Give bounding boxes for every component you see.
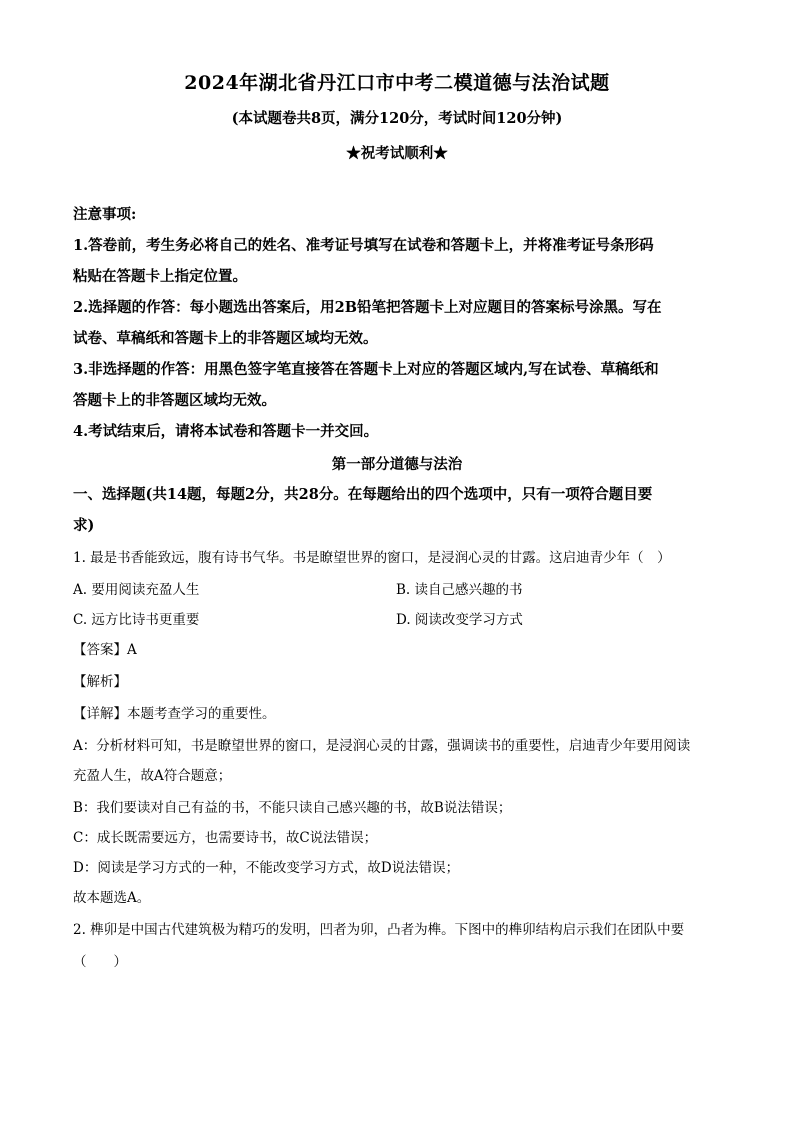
notice-line: 1.答卷前，考生务必将自己的姓名、准考证号填写在试卷和答题卡上，并将准考证号条形码 [73,237,654,254]
detail-line: 【详解】本题考查学习的重要性。 [73,706,276,722]
explain-line: 充盈人生，故A符合题意； [73,768,232,784]
explain-line: A：分析材料可知，书是瞭望世界的窗口，是浸润心灵的甘露，强调读书的重要性，启迪青少年要用阅读 [73,738,691,754]
notice-heading: 注意事项: [73,206,137,223]
option-d: D. 阅读改变学习方式 [396,612,523,628]
exam-subtitle: (本试题卷共8页，满分120分，考试时间120分钟) [231,110,563,127]
option-b: B. 读自己感兴趣的书 [396,582,523,598]
analysis-label: 【解析】 [73,674,127,690]
question-2-stem: 2. 榫卯是中国古代建筑极为精巧的发明，凹者为卯，凸者为榫。下图中的榫卯结构启示我们在团队中要 [73,922,685,938]
answer-label: 【答案】A [73,642,137,658]
section-heading-cont: 求) [73,517,95,534]
option-c: C. 远方比诗书更重要 [73,612,200,628]
good-luck-line: ★祝考试顺利★ [346,145,448,162]
option-a: A. 要用阅读充盈人生 [73,582,200,598]
explain-line: D：阅读是学习方式的一种，不能改变学习方式，故D说法错误； [73,860,460,876]
question-1-stem: 1. 最是书香能致远，腹有诗书气华。书是瞭望世界的窗口，是浸润心灵的甘露。这启迪青少年（ ） [73,550,671,566]
part-title: 第一部分道德与法治 [331,456,463,473]
explain-line: 故本题选A。 [73,890,151,906]
notice-line: 2.选择题的作答：每小题选出答案后，用2B铅笔把答题卡上对应题目的答案标号涂黑。写在 [73,299,662,316]
notice-line: 3.非选择题的作答：用黑色签字笔直接答在答题卡上对应的答题区域内,写在试卷、草稿纸和 [73,361,659,378]
explain-line: B：我们要读对自己有益的书，不能只读自己感兴趣的书，故B说法错误； [73,800,512,816]
notice-line: 粘贴在答题卡上指定位置。 [73,268,247,285]
notice-line: 试卷、草稿纸和答题卡上的非答题区域均无效。 [73,330,378,347]
explain-line: C：成长既需要远方，也需要诗书，故C说法错误； [73,830,378,846]
notice-line: 4.考试结束后，请将本试卷和答题卡一并交回。 [73,423,379,440]
notice-line: 答题卡上的非答题区域均无效。 [73,392,276,409]
question-2-stem-cont: （ ） [73,954,127,970]
section-heading: 一、选择题(共14题，每题2分，共28分。在每题给出的四个选项中，只有一项符合题目要 [73,486,653,503]
exam-title: 2024年湖北省丹江口市中考二模道德与法治试题 [184,72,610,94]
